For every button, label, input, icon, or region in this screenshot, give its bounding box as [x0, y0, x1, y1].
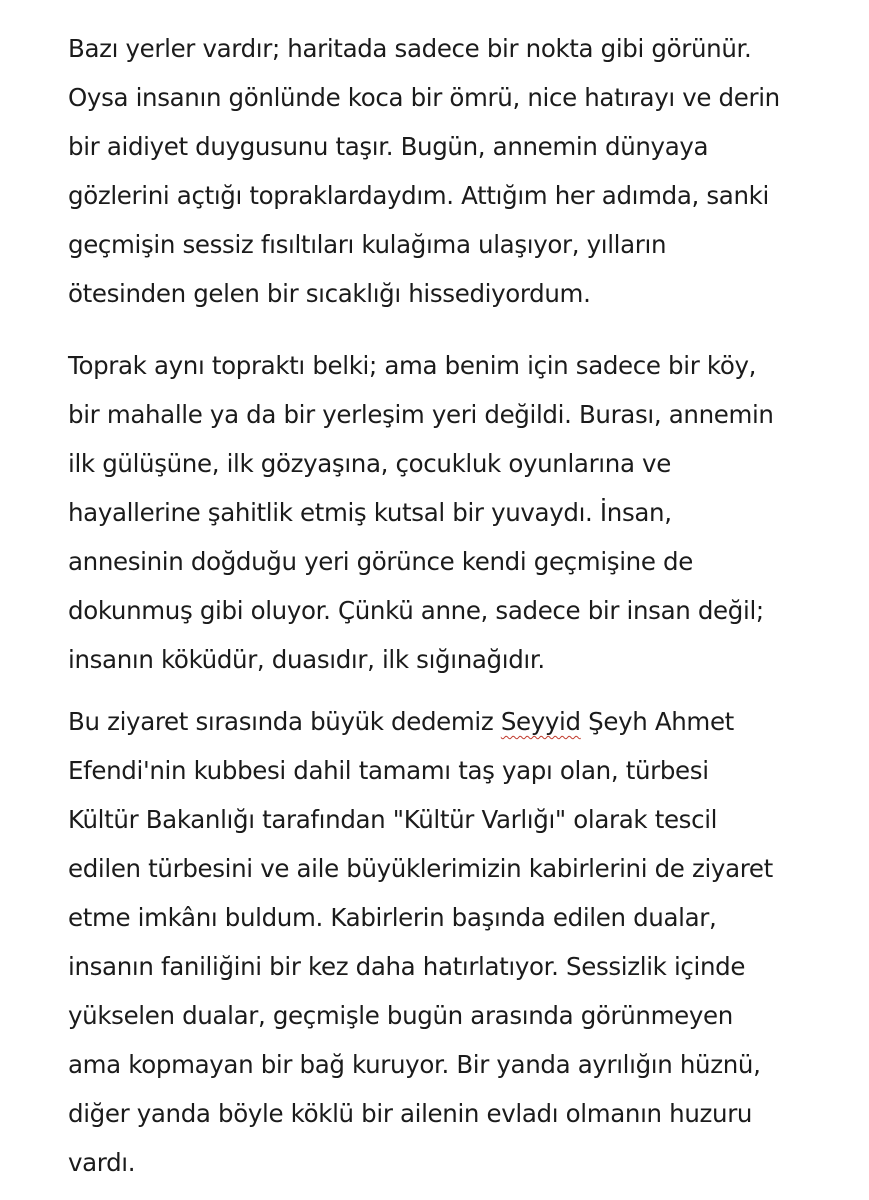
text-line: dokunmuş gibi oluyor. Çünkü anne, sadece bir insan değil;: [68, 596, 764, 625]
text-line: annesinin doğduğu yeri görünce kendi geçmişine de: [68, 547, 693, 576]
text-line: gözlerini açtığı topraklardaydım. Attığım her adımda, sanki: [68, 181, 769, 210]
text-line: Bazı yerler vardır; haritada sadece bir nokta gibi görünür.: [68, 34, 752, 63]
text-line: ilk gülüşüne, ilk gözyaşına, çocukluk oyunlarına ve: [68, 449, 671, 478]
text-line: hayallerine şahitlik etmiş kutsal bir yuvaydı. İnsan,: [68, 498, 672, 527]
text-line: Toprak aynı topraktı belki; ama benim için sadece bir köy,: [68, 351, 757, 380]
text-line: Oysa insanın gönlünde koca bir ömrü, nice hatırayı ve derin: [68, 83, 780, 112]
text-segment: Şeyh Ahmet: [580, 707, 734, 736]
text-line: geçmişin sessiz fısıltıları kulağıma ulaşıyor, yılların: [68, 230, 667, 259]
text-line: [68, 697, 868, 746]
paragraph-1: [68, 24, 868, 318]
paragraph-2: [68, 341, 868, 684]
text-segment: Bu ziyaret sırasında büyük dedemiz: [68, 707, 501, 736]
text-line: insanın faniliğini bir kez daha hatırlatıyor. Sessizlik içinde: [68, 952, 746, 981]
text-line: bir mahalle ya da bir yerleşim yeri değildi. Burası, annemin: [68, 400, 774, 429]
text-line: vardı.: [68, 1148, 136, 1177]
text-line: insanın köküdür, duasıdır, ilk sığınağıdır.: [68, 645, 545, 674]
paragraph-3: [68, 697, 868, 1187]
text-line: edilen türbesini ve aile büyüklerimizin kabirlerini de ziyaret: [68, 854, 773, 883]
text-line: yükselen dualar, geçmişle bugün arasında görünmeyen: [68, 1001, 733, 1030]
text-line: ama kopmayan bir bağ kuruyor. Bir yanda ayrılığın hüznü,: [68, 1050, 761, 1079]
text-line: etme imkânı buldum. Kabirlerin başında edilen dualar,: [68, 903, 717, 932]
text-line: Kültür Bakanlığı tarafından "Kültür Varlığı" olarak tescil: [68, 805, 718, 834]
text-line: ötesinden gelen bir sıcaklığı hissediyordum.: [68, 279, 591, 308]
spellcheck-flagged-word[interactable]: Seyyid: [500, 707, 581, 736]
text-line: bir aidiyet duygusunu taşır. Bugün, annemin dünyaya: [68, 132, 709, 161]
text-line: Efendi'nin kubbesi dahil tamamı taş yapı olan, türbesi: [68, 756, 709, 785]
text-line: diğer yanda böyle köklü bir ailenin evladı olmanın huzuru: [68, 1099, 753, 1128]
